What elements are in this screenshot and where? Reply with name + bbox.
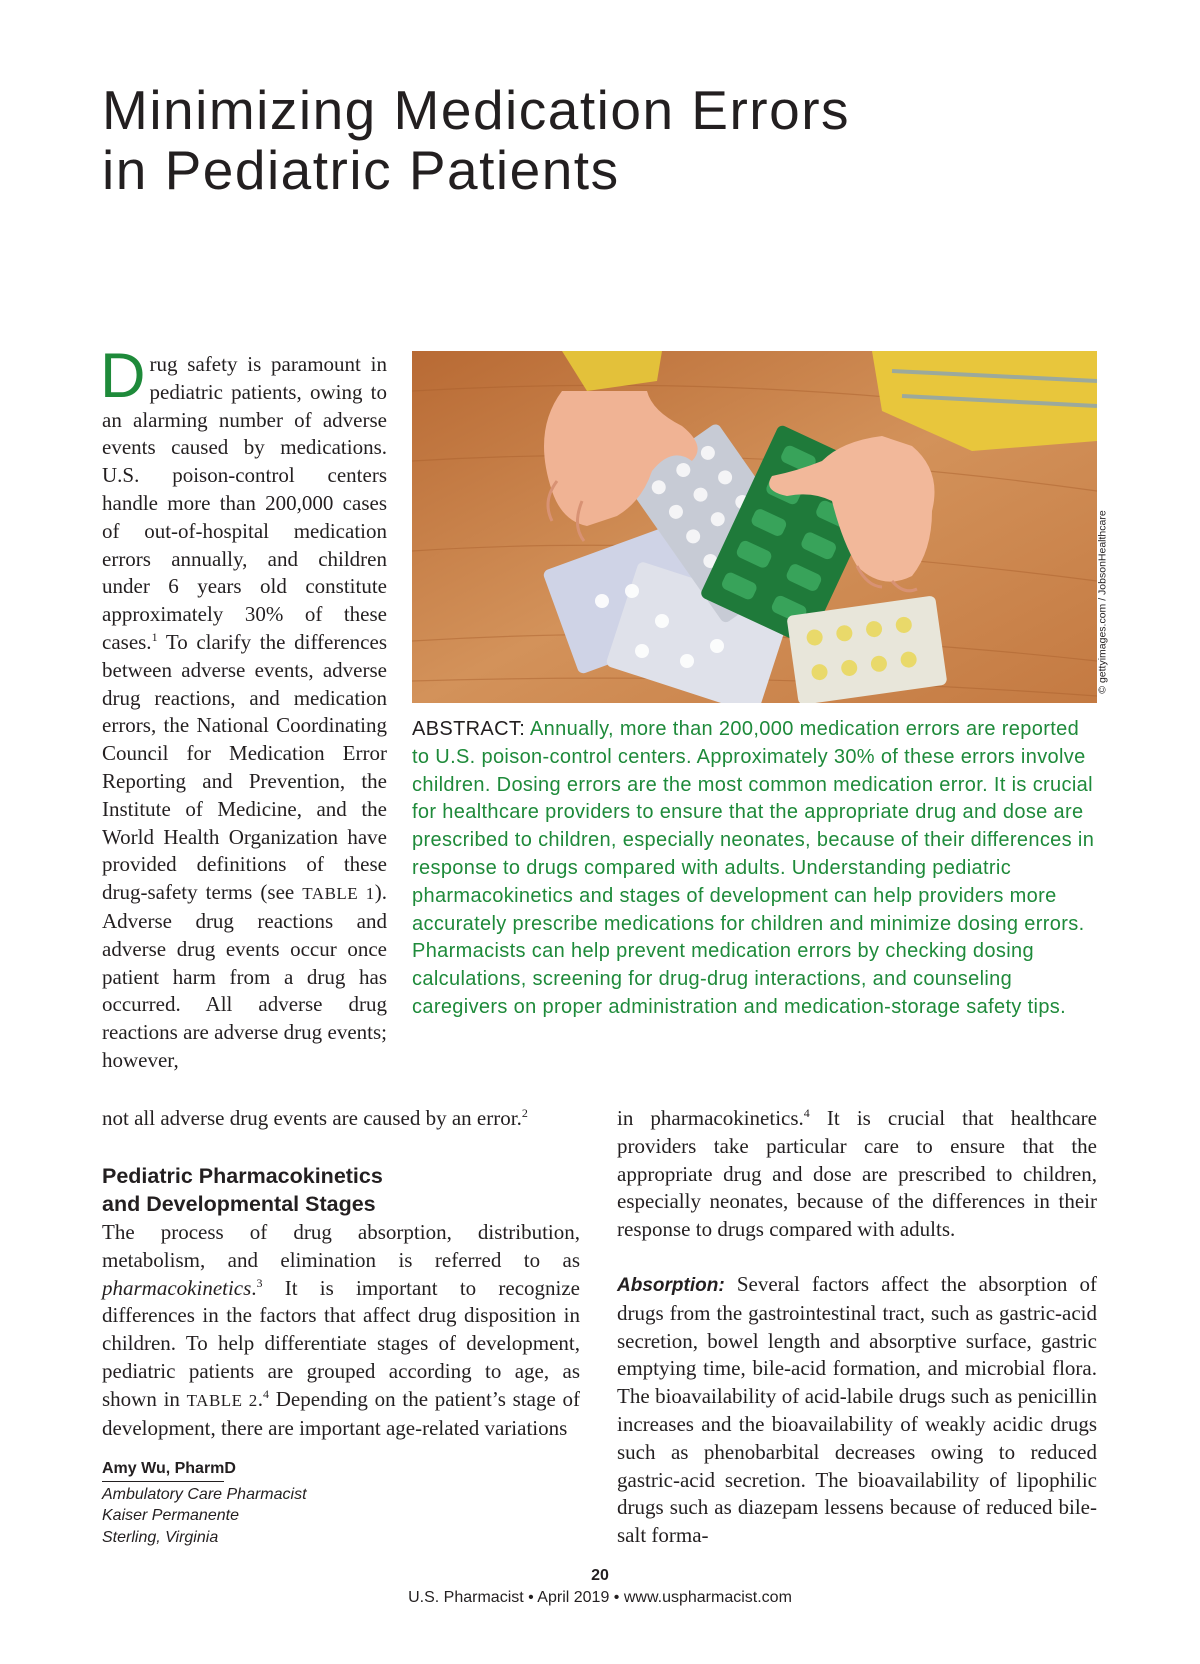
abstract-label: ABSTRACT: <box>412 718 526 740</box>
author-location: Sterling, Virginia <box>102 1528 219 1546</box>
absorption-label: Absorption: <box>617 1274 725 1296</box>
section-heading <box>102 1162 582 1218</box>
photo-credit: © gettyimages.com / JobsonHealthcare <box>1097 510 1110 694</box>
intro-last-line: not all adverse drug events are caused by an error.$^2$ <box>102 1106 528 1130</box>
author-name: Amy Wu, PharmD <box>102 1460 236 1477</box>
title-line-1: Minimizing Medication Errors <box>102 79 851 141</box>
citation-1: 1 <box>151 629 158 644</box>
page-footer: U.S. Pharmacist • April 2019 • www.uspharmacist.com <box>408 1589 792 1606</box>
drop-cap: D <box>100 341 146 411</box>
page-number: 20 <box>591 1567 609 1584</box>
abstract <box>412 716 1102 1022</box>
citation-3: 3 <box>256 1275 263 1290</box>
section-heading-line-1: Pediatric Pharmacokinetics <box>102 1164 383 1188</box>
children-pills-photo <box>412 351 1097 703</box>
intro-column <box>100 341 387 1075</box>
author-organization: Kaiser Permanente <box>102 1507 239 1524</box>
body-column-right <box>617 1105 1097 1550</box>
table-1-reference: TABLE 1 <box>302 884 375 904</box>
table-2-reference: TABLE 2 <box>186 1390 258 1410</box>
intro-paragraph: Drug safety is paramount in pediatric patients, owing to an alarming number of adverse events caused by medications. U.S. poison-control centers handle more than 200,000 cases of out-of-hospital medication errors annually, and children under 6 years old constitute approximately 30% of these cases.$^1$ To clarify the differences between adverse events, adverse drug reactions, and medication errors, the National Coordinating Council for Medication Error Reporting and Prevention, the Institute of Medicine, and the World Health Organization have provided definitions of these drug-safety terms (see TABLE 1). Adverse drug reactions and adverse drug events occur once patient harm from a drug has occurred. All adverse drug reactions are adverse drug events; however, <box>100 341 387 1072</box>
photo-children-hands-pill-blister-packs-icon <box>412 351 1097 703</box>
pharmacokinetics-paragraph: The process of drug absorption, distribution, metabolism, and elimination is referred to as pharmacokinetics.$^3$ It is important to recognize differences in the factors that affect drug disposition in children. To help differentiate stages of development, pediatric patients are grouped according to age, as shown in TABLE 2.$^4$ Depending on the patient’s stage of development, there are important age-related variations <box>102 1220 580 1440</box>
continuation-paragraph: in pharmacokinetics.$^4$ It is crucial that healthcare providers take particular care to ensure that the appropriate drug and dose are prescribed to children, especially neonates, because of the differences in their response to drugs compared with adults. <box>617 1106 1097 1242</box>
author-block <box>102 1458 422 1548</box>
title-line-2: in Pediatric Patients <box>102 139 620 201</box>
article-title <box>102 80 850 200</box>
citation-4: 4 <box>263 1386 270 1401</box>
author-divider <box>102 1481 224 1482</box>
section-heading-line-2: and Developmental Stages <box>102 1192 376 1216</box>
absorption-paragraph: Absorption: Several factors affect the absorption of drugs from the gastrointestinal tract, such as gastric-acid secretion, bowel length and absorptive surface, gastric emptying time, bile-acid formation, and microbial flora. The bioavailability of acid-labile drugs such as penicillin increases and the bioavailability of weakly acidic drugs such as phenobarbital decreases owing to reduced gastric-acid secretion. The bioavailability of lipophilic drugs such as diazepam lessens because of reduced bile-salt forma- <box>617 1271 1097 1548</box>
citation-2: 2 <box>521 1106 528 1120</box>
body-column-left <box>102 1219 580 1442</box>
abstract-text: Annually, more than 200,000 medication errors are reported to U.S. poison-control centers. Approximately 30% of these errors involve children. Dosing errors are the most common medication error. It is crucial for healthcare providers to ensure that the appropriate drug and dose are prescribed to children, especially neonates, because of their differences in response to drugs compared with adults. Understanding pediatric pharmacokinetics and stages of development can help providers more accurately prescribe medications for children and minimize dosing errors. Pharmacists can help prevent medication errors by checking dosing calculations, screening for drug-drug interactions, and counseling caregivers on proper administration and medication-storage safety tips. <box>412 718 1095 1018</box>
author-role: Ambulatory Care Pharmacist <box>102 1485 307 1503</box>
citation-4b: 4 <box>803 1106 810 1120</box>
